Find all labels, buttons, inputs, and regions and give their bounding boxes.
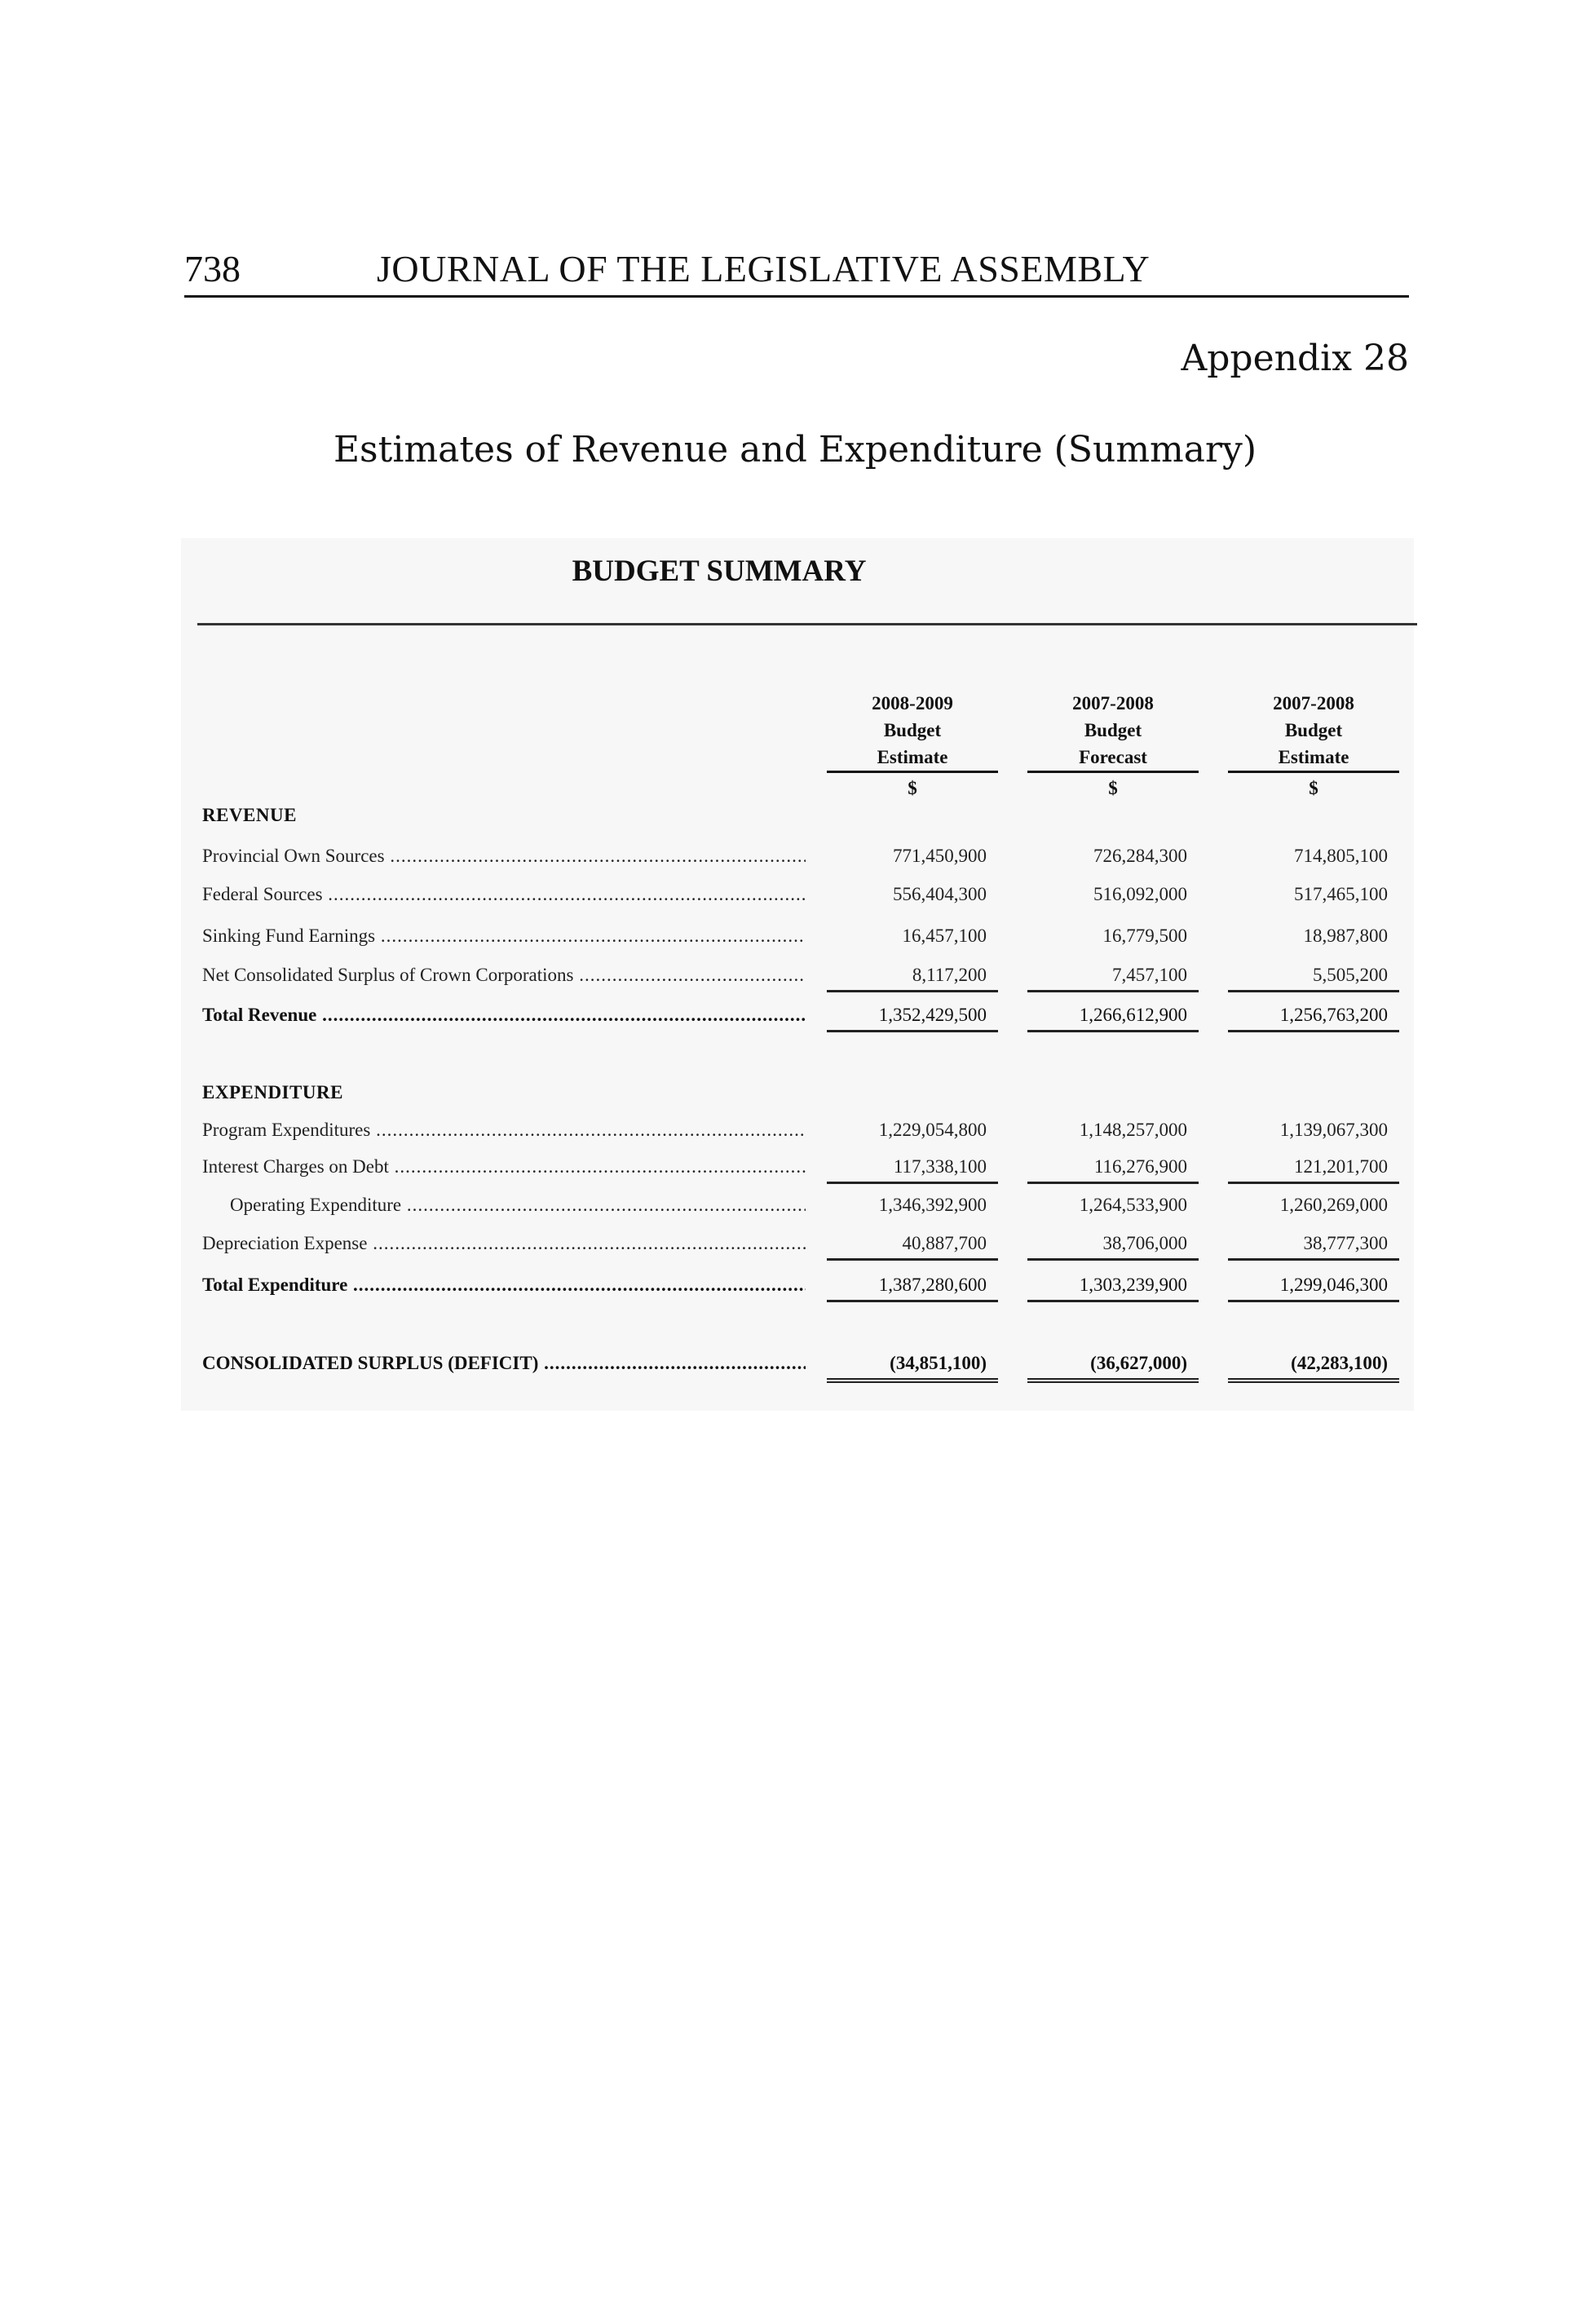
- row-value: 117,338,100: [827, 1152, 998, 1184]
- table-row: [202, 921, 1417, 951]
- row-value: 16,779,500: [1102, 926, 1187, 946]
- row-label: Program Expenditures .....: [202, 1116, 806, 1145]
- row-value: 726,284,300: [1093, 846, 1187, 866]
- column-header-type: Budget: [883, 720, 942, 740]
- table-row-consolidated-surplus: [202, 1349, 1417, 1378]
- running-head: [184, 245, 1409, 298]
- row-value: 1,256,763,200: [1228, 1001, 1399, 1032]
- row-value: 16,457,100: [902, 926, 987, 946]
- column-header-2008-2009-estimate: [827, 690, 998, 773]
- row-value: 5,505,200: [1228, 961, 1399, 992]
- column-header-year: 2008-2009: [872, 693, 953, 714]
- table-row: [202, 1152, 1417, 1182]
- column-unit: $: [1108, 778, 1118, 798]
- page-number: 738: [184, 248, 241, 289]
- row-label: Sinking Fund Earnings .....: [202, 921, 806, 951]
- row-value: 18,987,800: [1303, 926, 1388, 946]
- row-value: (34,851,100): [827, 1349, 998, 1383]
- row-value: 714,805,100: [1294, 846, 1388, 866]
- row-label: Total Revenue .....: [202, 1001, 806, 1030]
- row-value: 1,260,269,000: [1279, 1195, 1388, 1215]
- column-header-kind: Forecast: [1027, 744, 1199, 773]
- row-value: 1,264,533,900: [1079, 1195, 1187, 1215]
- row-label: Interest Charges on Debt .....: [202, 1152, 806, 1182]
- row-label: Net Consolidated Surplus of Crown Corporations .....: [202, 961, 806, 990]
- table-row: [202, 1116, 1417, 1145]
- column-unit: $: [1309, 778, 1318, 798]
- row-value: 556,404,300: [893, 884, 987, 904]
- row-value: 1,346,392,900: [878, 1195, 987, 1215]
- column-header-kind: Estimate: [827, 744, 998, 773]
- row-label: CONSOLIDATED SURPLUS (DEFICIT) .....: [202, 1349, 806, 1378]
- row-value: 1,387,280,600: [827, 1270, 998, 1302]
- row-label: Total Expenditure .....: [202, 1270, 806, 1300]
- title-rule: [197, 623, 1417, 625]
- row-value: 517,465,100: [1294, 884, 1388, 904]
- row-value: 1,139,067,300: [1279, 1120, 1388, 1140]
- column-header-year: 2007-2008: [1273, 693, 1354, 714]
- table-row: [202, 961, 1417, 990]
- column-header-type: Budget: [1284, 720, 1343, 740]
- row-label: Federal Sources .....: [202, 880, 806, 909]
- row-label: Operating Expenditure .....: [230, 1191, 806, 1220]
- row-value: 1,299,046,300: [1228, 1270, 1399, 1302]
- column-header-type: Budget: [1084, 720, 1142, 740]
- table-row-total-revenue: [202, 1001, 1417, 1030]
- row-value: 8,117,200: [827, 961, 998, 992]
- row-label: Provincial Own Sources .....: [202, 842, 806, 871]
- row-value: 7,457,100: [1027, 961, 1199, 992]
- table-row: [202, 842, 1417, 871]
- column-header-2007-2008-estimate: [1228, 690, 1399, 773]
- column-header-year: 2007-2008: [1072, 693, 1154, 714]
- table-row-subtotal: [202, 1191, 1417, 1220]
- budget-summary-table: [181, 538, 1414, 1411]
- table-title: BUDGET SUMMARY: [572, 554, 867, 588]
- table-row: [202, 1229, 1417, 1258]
- row-value: 121,201,700: [1228, 1152, 1399, 1184]
- row-value: 1,148,257,000: [1079, 1120, 1187, 1140]
- column-unit: $: [908, 778, 917, 798]
- row-value: 771,450,900: [893, 846, 987, 866]
- document-title: Estimates of Revenue and Expenditure (Summary): [333, 429, 1257, 471]
- column-header-2007-2008-forecast: [1027, 690, 1199, 773]
- row-value: 1,352,429,500: [827, 1001, 998, 1032]
- row-value: 1,303,239,900: [1027, 1270, 1199, 1302]
- row-label: Depreciation Expense .....: [202, 1229, 806, 1258]
- expenditure-heading: EXPENDITURE: [202, 1082, 343, 1102]
- appendix-label: Appendix 28: [1181, 338, 1409, 379]
- row-value: 40,887,700: [827, 1229, 998, 1261]
- journal-title: JOURNAL OF THE LEGISLATIVE ASSEMBLY: [377, 248, 1151, 289]
- revenue-heading: REVENUE: [202, 805, 297, 825]
- row-value: (36,627,000): [1027, 1349, 1199, 1383]
- row-value: (42,283,100): [1228, 1349, 1399, 1383]
- row-value: 516,092,000: [1093, 884, 1187, 904]
- row-value: 1,229,054,800: [878, 1120, 987, 1140]
- table-row: [202, 880, 1417, 909]
- row-value: 116,276,900: [1027, 1152, 1199, 1184]
- row-value: 1,266,612,900: [1027, 1001, 1199, 1032]
- row-value: 38,706,000: [1027, 1229, 1199, 1261]
- row-value: 38,777,300: [1228, 1229, 1399, 1261]
- table-row-total-expenditure: [202, 1270, 1417, 1300]
- column-header-kind: Estimate: [1228, 744, 1399, 773]
